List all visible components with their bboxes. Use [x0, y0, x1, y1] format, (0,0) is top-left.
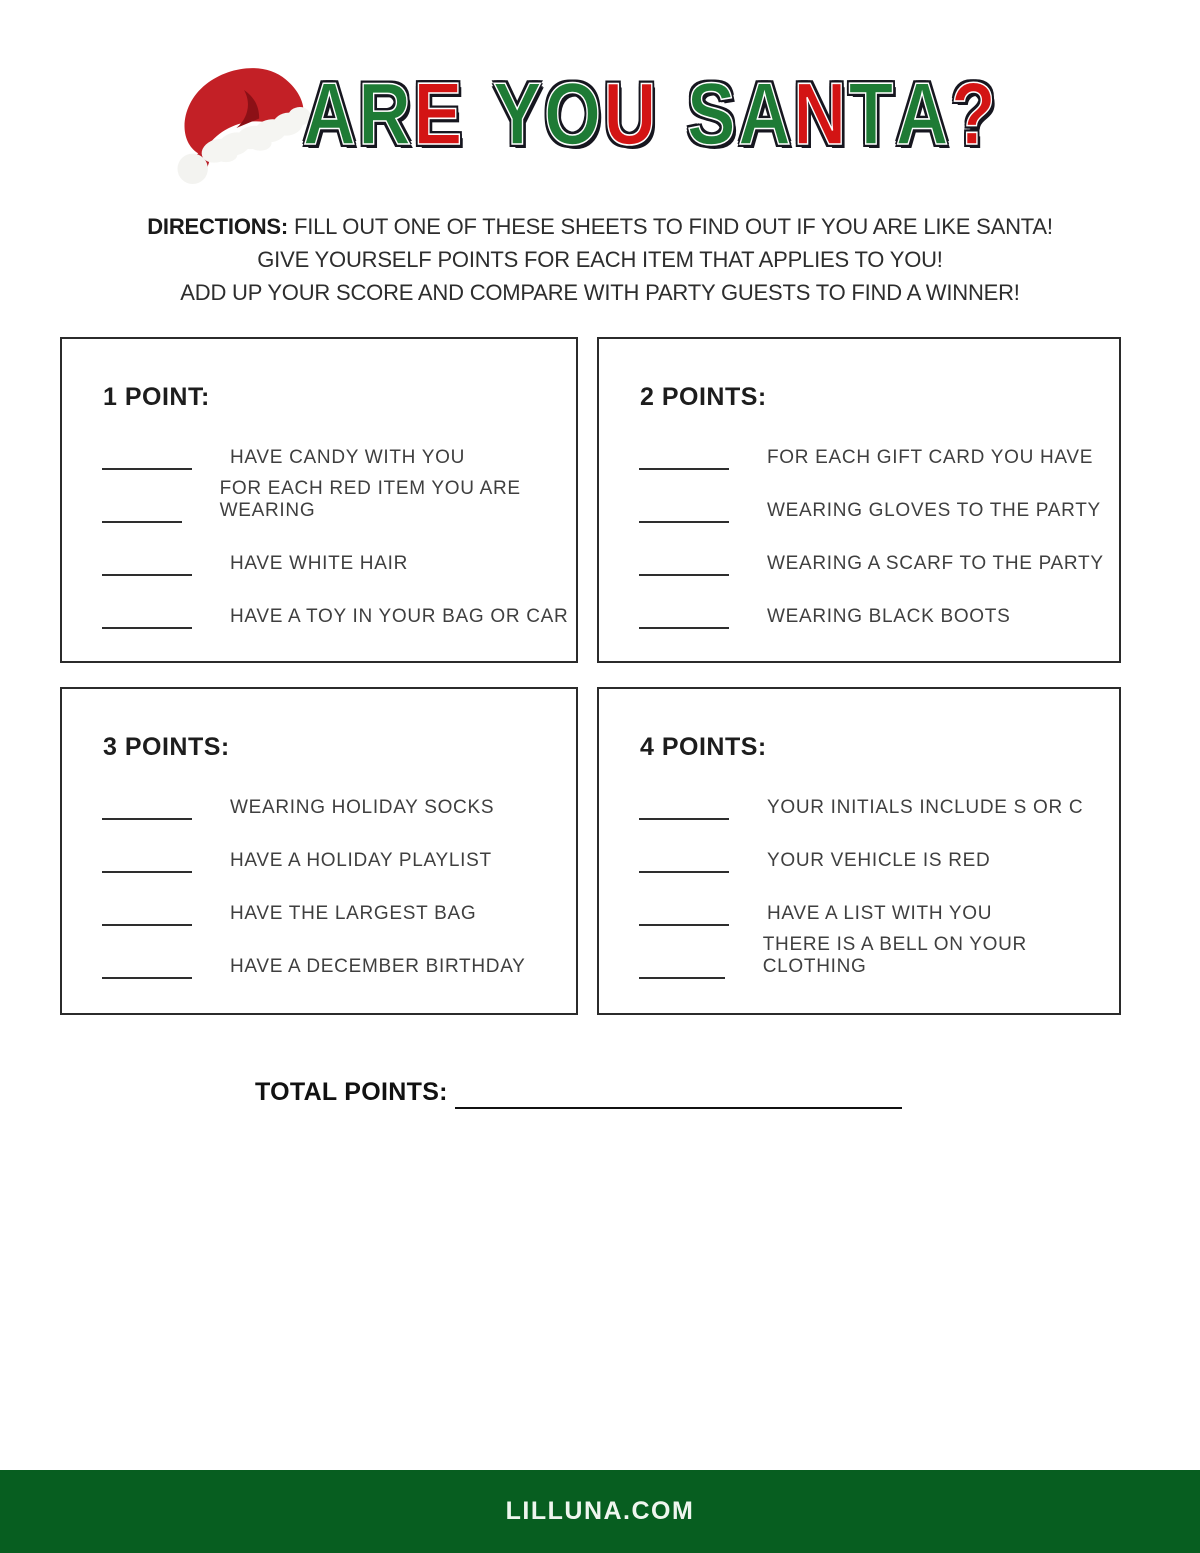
title-letter: O — [544, 64, 604, 163]
score-item-label: FOR EACH GIFT CARD YOU HAVE — [767, 447, 1094, 468]
title-letter: S — [686, 64, 739, 163]
title-letter: R — [358, 64, 414, 163]
box-items — [599, 767, 1119, 979]
directions-line-3: ADD UP YOUR SCORE AND COMPARE WITH PARTY GUESTS TO FIND A WINNER! — [180, 280, 1020, 305]
score-blank-line — [639, 493, 729, 523]
score-item-row — [599, 767, 1119, 820]
total-points-blank-line — [455, 1107, 902, 1109]
santa-hat-icon — [168, 52, 320, 202]
score-blank-line — [639, 896, 729, 926]
score-item-label: WEARING HOLIDAY SOCKS — [230, 797, 495, 818]
score-blank-line — [102, 546, 192, 576]
title-letter: A — [738, 64, 794, 163]
directions-label: DIRECTIONS: — [147, 214, 289, 239]
points-box-2 — [597, 337, 1121, 663]
box-heading: 3 POINTS: — [103, 733, 230, 761]
score-blank-line — [639, 440, 729, 470]
score-blank-line — [639, 599, 729, 629]
title-letter: A — [895, 64, 951, 163]
directions-line-1: DIRECTIONS: FILL OUT ONE OF THESE SHEETS TO FIND OUT IF YOU ARE LIKE SANTA! — [147, 214, 1053, 239]
box-heading: 4 POINTS: — [640, 733, 767, 761]
score-item-row — [62, 873, 576, 926]
title-word-you — [493, 64, 659, 164]
score-blank-line — [102, 896, 192, 926]
score-item-label: YOUR INITIALS INCLUDE S OR C — [767, 797, 1084, 818]
box-heading: 1 POINT: — [103, 383, 210, 411]
score-item-row — [62, 767, 576, 820]
score-item-label: FOR EACH RED ITEM YOU ARE WEARING — [219, 478, 521, 521]
score-item-row — [599, 576, 1119, 629]
title-word-santa — [687, 64, 998, 164]
score-item-label: HAVE A LIST WITH YOU — [767, 903, 993, 924]
total-points-label: TOTAL POINTS: — [255, 1078, 448, 1106]
score-item-label: HAVE WHITE HAIR — [230, 553, 408, 574]
score-blank-line — [102, 493, 182, 523]
title-letter: ? — [950, 64, 999, 163]
score-blank-line — [102, 949, 192, 979]
directions-line-2: GIVE YOURSELF POINTS FOR EACH ITEM THAT APPLIES TO YOU! — [257, 247, 943, 272]
score-blank-line — [639, 790, 729, 820]
score-item-row — [62, 417, 576, 470]
score-item-row — [599, 926, 1119, 979]
score-item-label: HAVE A HOLIDAY PLAYLIST — [230, 850, 492, 871]
score-item-label: HAVE A DECEMBER BIRTHDAY — [230, 956, 526, 977]
score-item-row — [62, 576, 576, 629]
score-item-row — [599, 820, 1119, 873]
box-items — [599, 417, 1119, 629]
box-heading: 2 POINTS: — [640, 383, 767, 411]
title-letter: U — [603, 64, 659, 163]
score-item-label: HAVE CANDY WITH YOU — [230, 447, 466, 468]
title-letter: N — [793, 64, 849, 163]
score-blank-line — [102, 440, 192, 470]
score-item-label: WEARING A SCARF TO THE PARTY — [767, 553, 1104, 574]
score-blank-line — [639, 546, 729, 576]
points-box-4 — [597, 687, 1121, 1015]
title-word-are — [303, 64, 465, 164]
score-blank-line — [639, 843, 729, 873]
title-letter: A — [303, 64, 359, 163]
title-letter: T — [848, 64, 896, 163]
score-item-label: THERE IS A BELL ON YOUR CLOTHING — [762, 934, 1027, 977]
title-letter: E — [413, 64, 465, 163]
score-item-label: WEARING BLACK BOOTS — [767, 606, 1011, 627]
point-boxes-grid — [60, 337, 1121, 1015]
page-title — [303, 64, 998, 164]
box-items — [62, 767, 576, 979]
score-item-label: YOUR VEHICLE IS RED — [767, 850, 991, 871]
score-item-row — [599, 523, 1119, 576]
score-blank-line — [102, 599, 192, 629]
score-item-row — [599, 417, 1119, 470]
points-box-1 — [60, 337, 578, 663]
score-item-row — [62, 470, 576, 523]
title-letter: Y — [492, 64, 545, 163]
score-item-label: WEARING GLOVES TO THE PARTY — [767, 500, 1101, 521]
directions-text — [0, 210, 1200, 309]
score-blank-line — [102, 843, 192, 873]
footer-bar — [0, 1470, 1200, 1553]
box-items — [62, 417, 576, 629]
score-item-row — [62, 820, 576, 873]
score-item-row — [62, 926, 576, 979]
points-box-3 — [60, 687, 578, 1015]
score-item-label: HAVE A TOY IN YOUR BAG OR CAR — [230, 606, 569, 627]
score-item-row — [62, 523, 576, 576]
footer-site-name: LILLUNA.COM — [505, 1497, 695, 1525]
score-item-row — [599, 470, 1119, 523]
total-points-section — [0, 1078, 1200, 1118]
score-item-row — [599, 873, 1119, 926]
score-blank-line — [102, 790, 192, 820]
score-item-label: HAVE THE LARGEST BAG — [230, 903, 477, 924]
score-blank-line — [639, 949, 725, 979]
